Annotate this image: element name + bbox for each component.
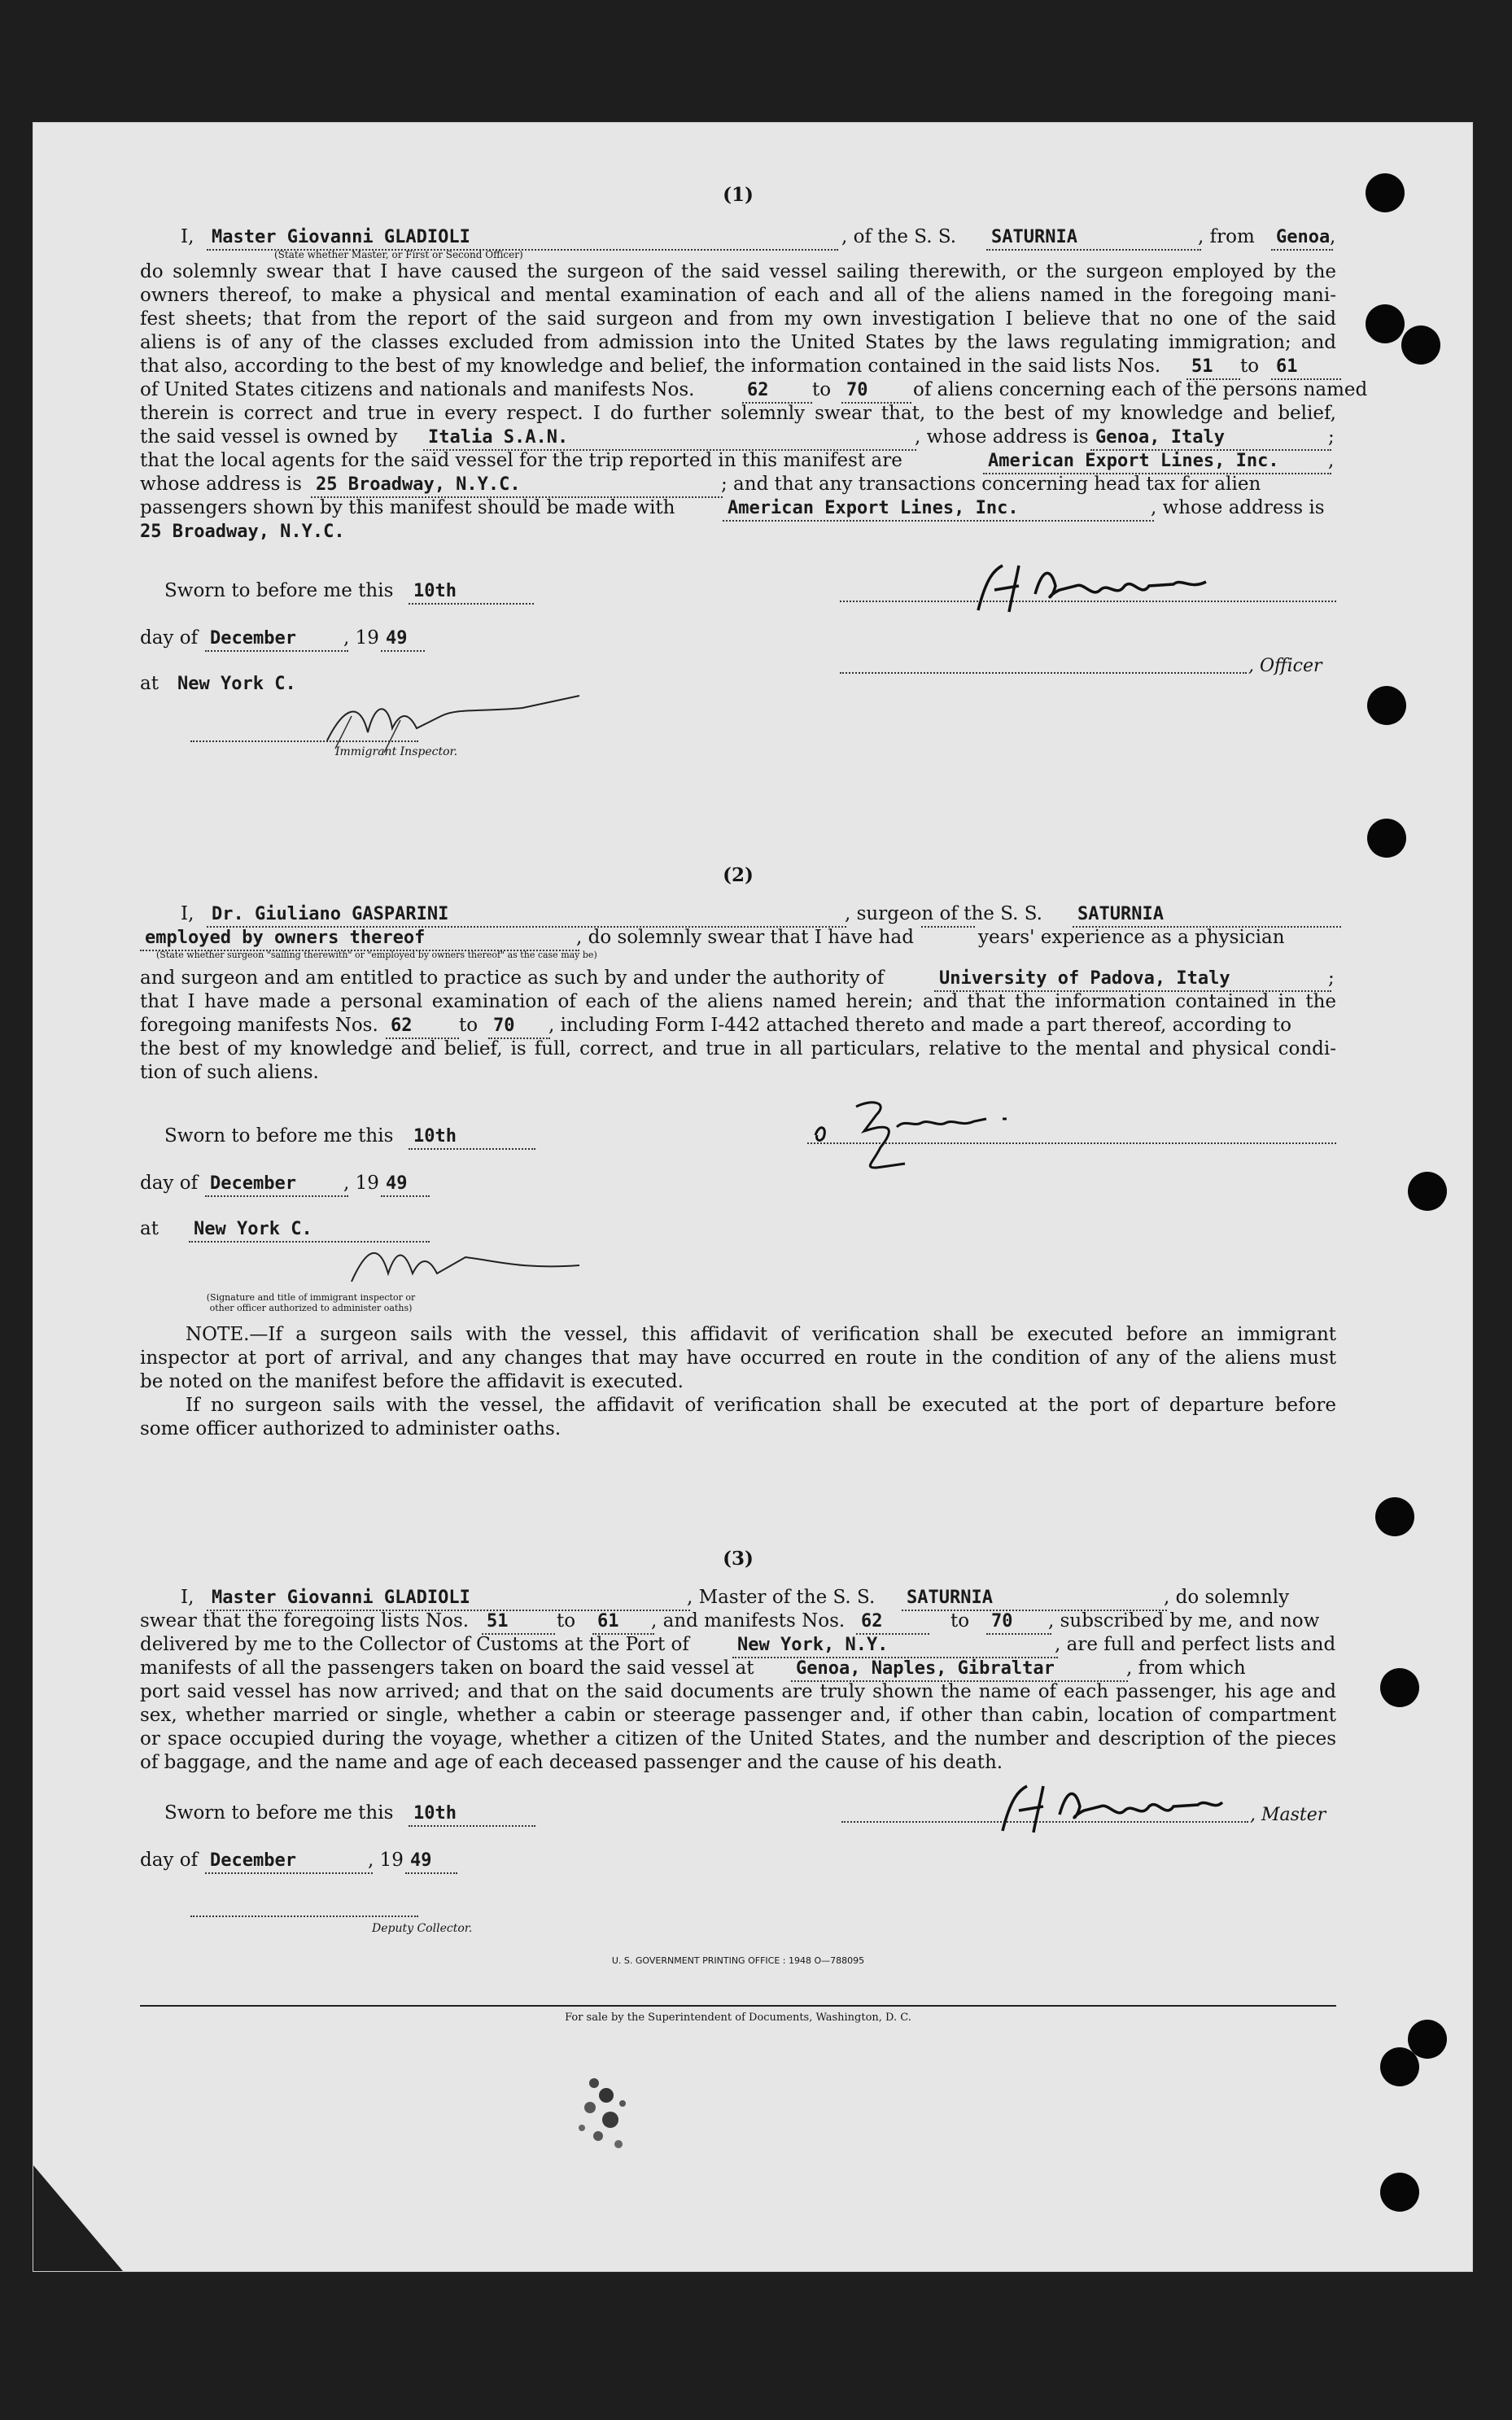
port-field: New York, N.Y. (732, 1633, 1058, 1658)
surgeon-name-field: Dr. Giuliano GASPARINI (207, 902, 846, 928)
label: day of (140, 1850, 199, 1871)
label: ; (1328, 968, 1335, 989)
label: day of (140, 1173, 199, 1194)
label: to (459, 1015, 479, 1036)
paragraph-line: that I have made a personal examination of each of the aliens named herein; and that the information contained in the (140, 991, 1336, 1012)
agents-address-field: 25 Broadway, N.Y.C. (311, 473, 723, 498)
month-field: December (205, 1172, 348, 1197)
section-number: (2) (723, 864, 754, 886)
label: to (557, 1610, 576, 1632)
sworn-day-field: 10th (409, 1802, 535, 1827)
paragraph-text: delivered by me to the Collector of Customs at the Port of (140, 1634, 689, 1655)
label: Sworn to before me this (164, 580, 394, 601)
manifests-from-field: 62 (856, 1610, 929, 1635)
label: ; (1328, 426, 1335, 448)
label: Sworn to before me this (164, 1125, 394, 1147)
punch-hole (1380, 1668, 1419, 1707)
section-number: (3) (723, 1548, 754, 1570)
authority-field: University of Padova, Italy (934, 967, 1331, 992)
note-line: some officer authorized to administer oaths. (140, 1418, 562, 1439)
paragraph-line: therein is correct and true in every respect. I do further solemnly swear that, to the best of my knowledge and belief, (140, 403, 1336, 424)
field-hint: (State whether surgeon "sailing therewith" or "employed by owners thereof" as the case may be) (156, 950, 597, 960)
affidavit-master-section (140, 184, 1368, 550)
paragraph-text: swear that the foregoing lists Nos. (140, 1610, 470, 1632)
month-field: December (205, 1849, 373, 1874)
label: years' experience as a physician (978, 927, 1285, 948)
label: , surgeon of the S. S. (845, 903, 1042, 924)
officer-title-line (840, 672, 1247, 674)
embarkation-ports-field: Genoa, Naples, Gibraltar (791, 1657, 1128, 1682)
surgeon-note (140, 1323, 1336, 1441)
place-field: New York C. (177, 674, 296, 694)
footer-rule (140, 2005, 1336, 2007)
surgeon-signature (807, 1090, 1051, 1180)
head-tax-address-field: 25 Broadway, N.Y.C. (140, 522, 345, 542)
paragraph-text: that also, according to the best of my knowledge and belief, the information contained in the said lists Nos. (140, 356, 1161, 377)
manifests-to-field: 70 (986, 1610, 1051, 1635)
paragraph-line: or space occupied during the voyage, whether a citizen of the United States, and the number and description of the pieces (140, 1728, 1336, 1749)
punch-hole (1380, 2047, 1419, 2086)
master-signature (986, 1774, 1230, 1839)
employment-field: employed by owners thereof (140, 926, 579, 951)
paragraph-text: whose address is (140, 474, 302, 495)
officer-signature (962, 553, 1230, 618)
punch-hole (1366, 304, 1405, 343)
sworn-block-1 (140, 570, 1336, 797)
label: , 19 (368, 1850, 404, 1871)
manifests-to-field: 70 (841, 378, 911, 404)
paragraph-text: , from which (1126, 1658, 1246, 1679)
label: Sworn to before me this (164, 1802, 394, 1824)
paragraph-line: do solemnly swear that I have caused the surgeon of the said vessel sailing therewith, or the surgeon employed by the (140, 261, 1336, 282)
label: at (140, 1218, 159, 1239)
paragraph-line: the best of my knowledge and belief, is full, correct, and true in all particulars, relative to the mental and physical condi- (140, 1038, 1336, 1059)
label: , of the S. S. (841, 226, 957, 247)
lists-to-field: 61 (1271, 355, 1341, 380)
lists-from-field: 51 (482, 1610, 555, 1635)
paragraph-text: that the local agents for the said vessel for the trip reported in this manifest are (140, 450, 902, 471)
paragraph-text: and surgeon and am entitled to practice as such by and under the authority of (140, 968, 885, 989)
master-name-field: Master Giovanni GLADIOLI (207, 1586, 690, 1611)
deputy-caption: Deputy Collector. (372, 1922, 473, 1935)
label: , (1328, 450, 1335, 471)
folded-corner (33, 2165, 123, 2271)
year-field: 49 (381, 1172, 430, 1197)
label: , whose address is (915, 426, 1089, 448)
sworn-block-3 (140, 1793, 1336, 1956)
paragraph-text: , are full and perfect lists and (1055, 1634, 1336, 1655)
label: , do solemnly swear that I have had (576, 927, 914, 948)
label: , 19 (343, 1173, 379, 1194)
punch-hole (1367, 819, 1406, 858)
punch-hole (1375, 1497, 1414, 1536)
label: I, (181, 903, 194, 924)
paragraph-text: the said vessel is owned by (140, 426, 398, 448)
label: to (950, 1610, 970, 1632)
manifests-from-field: 62 (742, 378, 812, 404)
label: I, (181, 1587, 194, 1608)
paragraph-text: foregoing manifests Nos. (140, 1015, 378, 1036)
inspector-signature (311, 684, 588, 757)
paragraph-line: port said vessel has now arrived; and that on the said documents are truly shown the name of each passenger, his age and (140, 1681, 1336, 1702)
paragraph-text: manifests of all the passengers taken on board the said vessel at (140, 1658, 754, 1679)
paragraph-line: sex, whether married or single, whether a cabin or steerage passenger and, if other than cabin, location of compartment (140, 1705, 1336, 1726)
manifests-from-field: 62 (386, 1014, 459, 1039)
paragraph-text: passengers shown by this manifest should be made with (140, 497, 675, 518)
lists-to-field: 61 (592, 1610, 654, 1635)
deputy-signature-line (190, 1915, 418, 1917)
paragraph-line: aliens is of any of the classes excluded from admission into the United States by the laws regulating immigration; and (140, 332, 1336, 353)
year-field: 49 (381, 627, 425, 652)
field-hint: (State whether Master, or First or Second Officer) (274, 249, 523, 260)
affidavit-surgeon-section (140, 864, 1336, 1085)
ship-name-field: SATURNIA (1073, 902, 1341, 928)
paragraph-text: , subscribed by me, and now (1048, 1610, 1320, 1632)
master-name-field: Master Giovanni GLADIOLI (207, 225, 838, 251)
label: , (1330, 226, 1336, 247)
label: to (812, 379, 832, 400)
section-number: (1) (723, 184, 754, 206)
ink-smudge (562, 2059, 651, 2164)
note-line: NOTE.—If a surgeon sails with the vessel, this affidavit of verification shall be executed before an immigrant (186, 1324, 1336, 1345)
officer-label: , Officer (1248, 656, 1322, 676)
punch-hole (1366, 173, 1405, 212)
label: , and manifests Nos. (651, 1610, 846, 1632)
place-field: New York C. (189, 1217, 430, 1243)
label: day of (140, 627, 199, 649)
ship-name-field: SATURNIA (902, 1586, 1167, 1611)
years-experience-field (921, 926, 975, 928)
agents-field: American Export Lines, Inc. (983, 449, 1331, 474)
ship-name-field: SATURNIA (986, 225, 1201, 251)
signature-caption: other officer authorized to administer oaths) (209, 1303, 413, 1313)
paragraph-text: of United States citizens and nationals and manifests Nos. (140, 379, 695, 400)
year-field: 49 (405, 1849, 457, 1874)
printing-office-note: U. S. GOVERNMENT PRINTING OFFICE : 1948 O—788095 (611, 1955, 865, 1966)
sworn-day-field: 10th (409, 1125, 535, 1150)
paragraph-line: owners thereof, to make a physical and mental examination of each and all of the aliens named in the foregoing mani- (140, 285, 1336, 306)
punch-hole (1401, 325, 1440, 365)
label: , whose address is (1151, 497, 1325, 518)
lists-from-field: 51 (1186, 355, 1240, 380)
punch-hole (1367, 686, 1406, 725)
signature-caption: (Signature and title of immigrant inspector or (206, 1292, 416, 1303)
paragraph-text: , including Form I-442 attached thereto and made a part thereof, according to (548, 1015, 1291, 1036)
sworn-block-2 (140, 1115, 1336, 1326)
master-label: , Master (1250, 1805, 1326, 1825)
affidavit-master-delivery-section (140, 1548, 1336, 1775)
inspector-signature (343, 1229, 588, 1294)
label: I, (181, 226, 194, 247)
note-line: inspector at port of arrival, and any changes that may have occurred en route in the condition of any of the aliens must (140, 1348, 1336, 1369)
paragraph-line: fest sheets; that from the report of the said surgeon and from my own investigation I believe that no one of the said (140, 308, 1336, 330)
label: , 19 (343, 627, 379, 649)
label: to (1240, 356, 1260, 377)
owner-field: Italia S.A.N. (423, 426, 916, 451)
label: , Master of the S. S. (687, 1587, 876, 1608)
owner-address-field: Genoa, Italy (1090, 426, 1331, 451)
label: at (140, 673, 159, 694)
note-line: be noted on the manifest before the affidavit is executed. (140, 1371, 684, 1392)
head-tax-agent-field: American Export Lines, Inc. (723, 496, 1154, 522)
label: , from (1198, 226, 1255, 247)
punch-hole (1408, 1172, 1447, 1211)
sale-note: For sale by the Superintendent of Documents, Washington, D. C. (565, 2012, 911, 2024)
manifests-to-field: 70 (488, 1014, 550, 1039)
month-field: December (205, 627, 348, 652)
sworn-day-field: 10th (409, 579, 534, 605)
note-line: If no surgeon sails with the vessel, the affidavit of verification shall be executed at the port of departure before (186, 1395, 1336, 1416)
label: , do solemnly (1164, 1587, 1290, 1608)
port-from-field: Genoa (1271, 225, 1333, 251)
punch-hole (1380, 2173, 1419, 2212)
paragraph-line: tion of such aliens. (140, 1062, 319, 1083)
inspector-caption: Immigrant Inspector. (335, 745, 458, 758)
paragraph-text: of aliens concerning each of the persons named (913, 379, 1368, 400)
paragraph-text: ; and that any transactions concerning head tax for alien (721, 474, 1261, 495)
paragraph-line: of baggage, and the name and age of each deceased passenger and the cause of his death. (140, 1752, 1003, 1773)
